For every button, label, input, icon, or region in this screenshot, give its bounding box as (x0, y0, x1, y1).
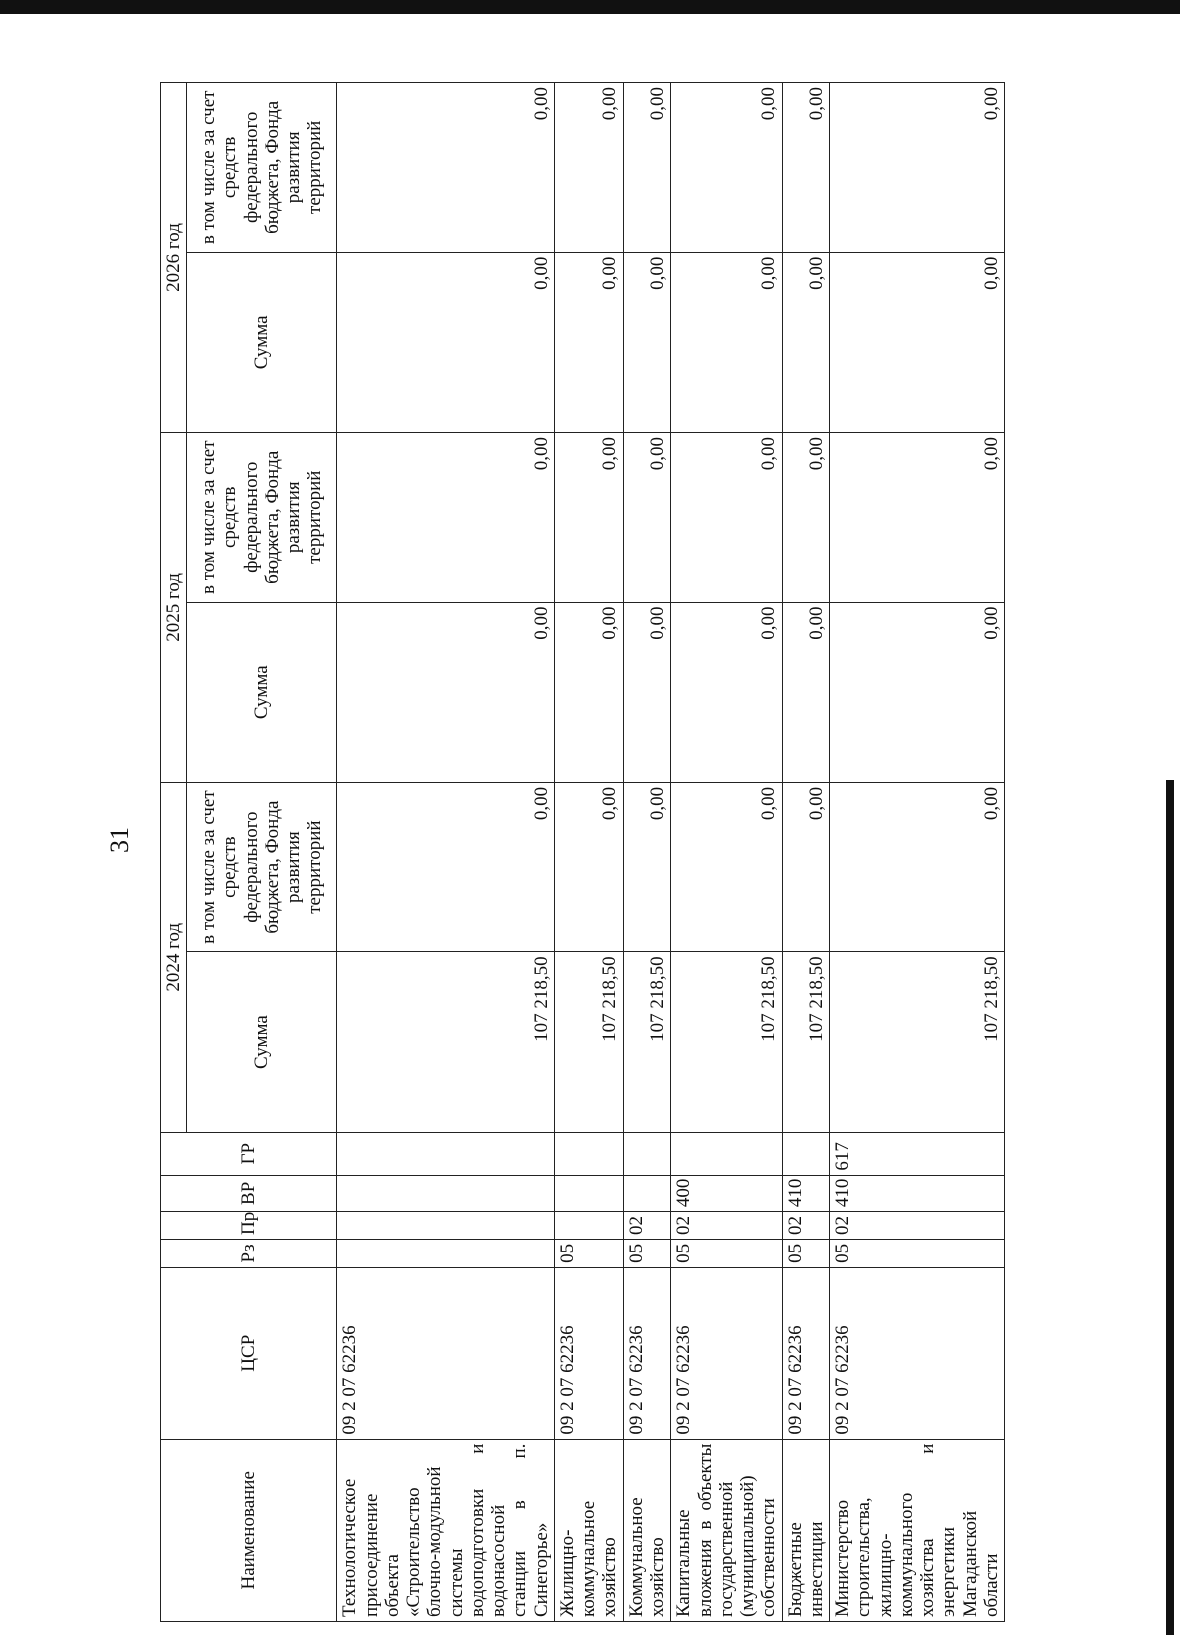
cell-sum-2024: 107 218,50 (337, 952, 555, 1132)
cell-sum-2024: 107 218,50 (671, 952, 782, 1132)
cell-federal-2025: 0,00 (830, 432, 1005, 602)
cell-gr: 617 (830, 1132, 1005, 1175)
cell-sum-2024: 107 218,50 (623, 952, 671, 1132)
cell-name: Коммунальное хозяйство (623, 1439, 671, 1621)
cell-federal-2024: 0,00 (830, 782, 1005, 952)
cell-pr: 02 (623, 1212, 671, 1240)
cell-gr (554, 1132, 623, 1175)
header-year-2026: 2026 год (161, 83, 187, 433)
cell-rz: 05 (671, 1239, 782, 1267)
header-federal-2024: в том числе за счет средств федерального бюджета, Фонда развития территорий (187, 782, 337, 952)
cell-name: Капитальные вложения в объекты государственной (муниципальной) собственности (671, 1439, 782, 1621)
header-federal-2026: в том числе за счет средств федерального бюджета, Фонда развития территорий (187, 83, 337, 253)
scan-border-top (0, 0, 1180, 14)
cell-gr (623, 1132, 671, 1175)
cell-federal-2025: 0,00 (554, 432, 623, 602)
header-federal-2025: в том числе за счет средств федерального бюджета, Фонда развития территорий (187, 432, 337, 602)
cell-rz: 05 (782, 1239, 830, 1267)
cell-sum-2026: 0,00 (830, 252, 1005, 432)
cell-sum-2024: 107 218,50 (782, 952, 830, 1132)
cell-sum-2025: 0,00 (337, 602, 555, 782)
cell-federal-2025: 0,00 (337, 432, 555, 602)
cell-vr (554, 1175, 623, 1211)
cell-sum-2026: 0,00 (337, 252, 555, 432)
cell-federal-2026: 0,00 (623, 83, 671, 253)
cell-sum-2026: 0,00 (623, 252, 671, 432)
table-row (830, 83, 1005, 1622)
cell-pr: 02 (830, 1212, 1005, 1240)
table-row (671, 83, 782, 1622)
cell-sum-2025: 0,00 (671, 602, 782, 782)
header-rz: Рз (161, 1239, 337, 1267)
cell-vr (337, 1175, 555, 1211)
cell-sum-2024: 107 218,50 (830, 952, 1005, 1132)
cell-federal-2026: 0,00 (671, 83, 782, 253)
cell-name: Технологическое присоединение объекта «Строительство блочно-модульной системы водоподготовки и водонасосной станции в п. Синегорье» (337, 1439, 555, 1621)
cell-federal-2025: 0,00 (623, 432, 671, 602)
header-pr: Пр (161, 1212, 337, 1240)
cell-vr (623, 1175, 671, 1211)
cell-gr (337, 1132, 555, 1175)
header-year-2024: 2024 год (161, 782, 187, 1132)
cell-sum-2026: 0,00 (782, 252, 830, 432)
header-name: Наименование (161, 1439, 337, 1621)
cell-sum-2026: 0,00 (671, 252, 782, 432)
cell-csr: 09 2 07 62236 (671, 1267, 782, 1439)
cell-sum-2025: 0,00 (782, 602, 830, 782)
cell-federal-2026: 0,00 (782, 83, 830, 253)
budget-table (160, 82, 1005, 1622)
cell-csr: 09 2 07 62236 (554, 1267, 623, 1439)
header-csr: ЦСР (161, 1267, 337, 1439)
header-sum-2026: Сумма (187, 252, 337, 432)
cell-csr: 09 2 07 62236 (337, 1267, 555, 1439)
header-vr: ВР (161, 1175, 337, 1211)
cell-vr: 410 (830, 1175, 1005, 1211)
header-year-2025: 2025 год (161, 432, 187, 782)
cell-pr: 02 (782, 1212, 830, 1240)
cell-sum-2026: 0,00 (554, 252, 623, 432)
header-gr: ГР (161, 1132, 337, 1175)
cell-pr: 02 (671, 1212, 782, 1240)
cell-csr: 09 2 07 62236 (830, 1267, 1005, 1439)
cell-federal-2026: 0,00 (337, 83, 555, 253)
cell-gr (671, 1132, 782, 1175)
cell-sum-2025: 0,00 (623, 602, 671, 782)
cell-pr (554, 1212, 623, 1240)
cell-vr: 400 (671, 1175, 782, 1211)
cell-csr: 09 2 07 62236 (623, 1267, 671, 1439)
cell-name: Жилищно-коммунальное хозяйство (554, 1439, 623, 1621)
cell-federal-2026: 0,00 (554, 83, 623, 253)
cell-sum-2024: 107 218,50 (554, 952, 623, 1132)
cell-pr (337, 1212, 555, 1240)
header-sum-2024: Сумма (187, 952, 337, 1132)
cell-name: Министерство строительства, жилищно-коммунального хозяйства и энергетики Магаданской области (830, 1439, 1005, 1621)
cell-federal-2024: 0,00 (671, 782, 782, 952)
scan-border-right (1166, 780, 1174, 1635)
cell-federal-2026: 0,00 (830, 83, 1005, 253)
cell-sum-2025: 0,00 (830, 602, 1005, 782)
table-row (782, 83, 830, 1622)
cell-federal-2024: 0,00 (554, 782, 623, 952)
cell-federal-2024: 0,00 (782, 782, 830, 952)
cell-rz (337, 1239, 555, 1267)
table-row (554, 83, 623, 1622)
cell-vr: 410 (782, 1175, 830, 1211)
cell-name: Бюджетные инвестиции (782, 1439, 830, 1621)
rotated-table-container (160, 82, 1002, 1622)
cell-rz: 05 (830, 1239, 1005, 1267)
cell-federal-2025: 0,00 (671, 432, 782, 602)
table-row (337, 83, 555, 1622)
table-wrapper (160, 82, 1002, 1622)
cell-federal-2024: 0,00 (337, 782, 555, 952)
header-sum-2025: Сумма (187, 602, 337, 782)
cell-csr: 09 2 07 62236 (782, 1267, 830, 1439)
table-row (623, 83, 671, 1622)
page-number: 31 (105, 827, 134, 853)
cell-gr (782, 1132, 830, 1175)
cell-rz: 05 (554, 1239, 623, 1267)
cell-sum-2025: 0,00 (554, 602, 623, 782)
cell-rz: 05 (623, 1239, 671, 1267)
cell-federal-2025: 0,00 (782, 432, 830, 602)
cell-federal-2024: 0,00 (623, 782, 671, 952)
